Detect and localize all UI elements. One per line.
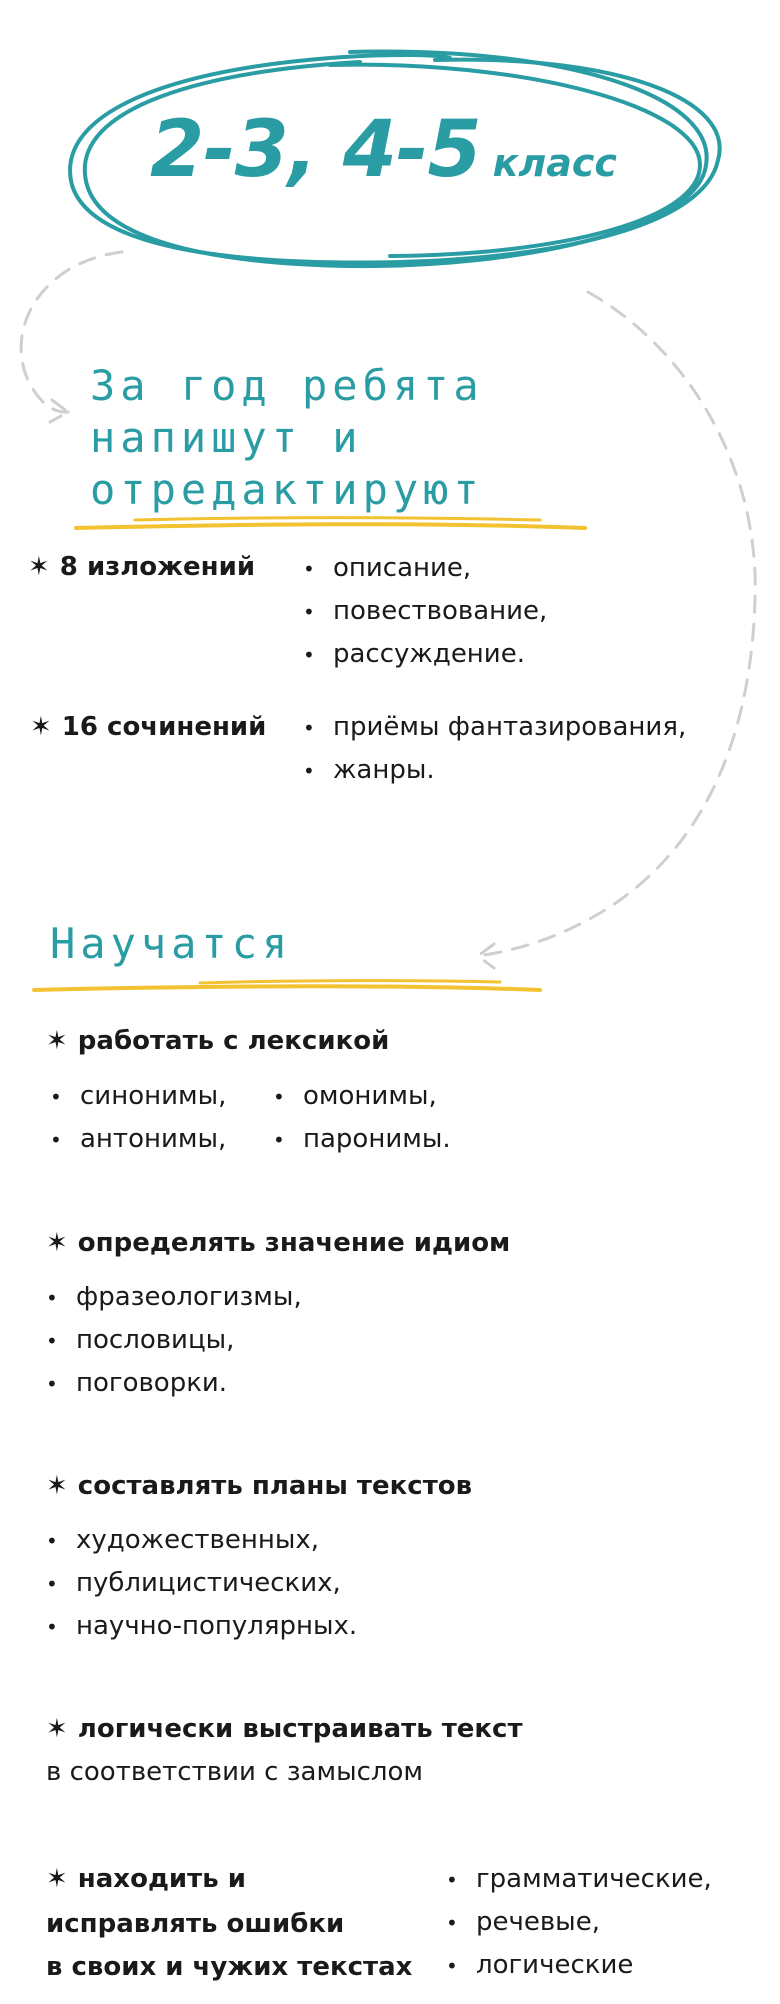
- sochineniya-list: [303, 706, 686, 792]
- dot-bullet-icon: •: [446, 1954, 458, 1978]
- skill-lexicon-label: ✶ работать с лексикой: [46, 1026, 390, 1056]
- list-item: • паронимы.: [273, 1118, 451, 1161]
- group-label-sochineniya: ✶ 16 сочинений: [30, 712, 267, 742]
- dot-bullet-icon: •: [303, 643, 315, 667]
- dot-bullet-icon: •: [46, 1286, 58, 1310]
- group-label-izlozheniya: ✶ 8 изложений: [28, 552, 256, 582]
- izlozheniya-list: [303, 547, 547, 676]
- skill-errors-label: ✶ находить и исправлять ошибки в своих и чужих текстах: [46, 1864, 413, 1982]
- lexicon-col2: [273, 1075, 451, 1161]
- list-item: • приёмы фантазирования,: [303, 706, 686, 749]
- skill-logic-label: ✶ логически выстраивать текст: [46, 1714, 523, 1744]
- list-item: • публицистических,: [46, 1562, 357, 1605]
- list-item: • жанры.: [303, 749, 686, 792]
- idioms-list: [46, 1276, 302, 1405]
- star-bullet-icon: ✶: [30, 712, 52, 742]
- dot-bullet-icon: •: [303, 716, 315, 740]
- list-item: • научно-популярных.: [46, 1605, 357, 1648]
- dot-bullet-icon: •: [50, 1128, 62, 1152]
- list-item: • рассуждение.: [303, 633, 547, 676]
- section1-title-line: напишут и: [90, 413, 363, 462]
- dot-bullet-icon: •: [446, 1868, 458, 1892]
- list-item: • фразеологизмы,: [46, 1276, 302, 1319]
- dot-bullet-icon: •: [46, 1529, 58, 1553]
- list-item: • омонимы,: [273, 1075, 451, 1118]
- class-word: класс: [492, 141, 617, 185]
- dot-bullet-icon: •: [46, 1572, 58, 1596]
- list-item: • повествование,: [303, 590, 547, 633]
- dot-bullet-icon: •: [273, 1085, 285, 1109]
- list-item: • грамматические,: [446, 1858, 712, 1901]
- section1-title: [90, 360, 484, 516]
- grades-text: 2-3, 4-5: [150, 105, 481, 195]
- plans-list: [46, 1519, 357, 1648]
- lexicon-col1: [50, 1075, 226, 1161]
- errors-list: [446, 1858, 712, 1987]
- star-bullet-icon: ✶: [46, 1026, 68, 1056]
- section2-title: Научатся: [50, 919, 293, 968]
- star-bullet-icon: ✶: [46, 1864, 68, 1894]
- star-bullet-icon: ✶: [46, 1471, 68, 1501]
- star-bullet-icon: ✶: [28, 552, 50, 582]
- list-item: • логические: [446, 1944, 712, 1987]
- list-item: • синонимы,: [50, 1075, 226, 1118]
- grade-title: [150, 105, 617, 195]
- dot-bullet-icon: •: [303, 557, 315, 581]
- dot-bullet-icon: •: [46, 1615, 58, 1639]
- list-item: • описание,: [303, 547, 547, 590]
- dot-bullet-icon: •: [303, 759, 315, 783]
- dot-bullet-icon: •: [46, 1372, 58, 1396]
- dot-bullet-icon: •: [303, 600, 315, 624]
- skill-logic-sub: в соответствии с замыслом: [46, 1757, 424, 1787]
- list-item: • художественных,: [46, 1519, 357, 1562]
- star-bullet-icon: ✶: [46, 1228, 68, 1258]
- list-item: • поговорки.: [46, 1362, 302, 1405]
- section1-title-line: отредактируют: [90, 465, 484, 514]
- dot-bullet-icon: •: [446, 1911, 458, 1935]
- list-item: • антонимы,: [50, 1118, 226, 1161]
- list-item: • речевые,: [446, 1901, 712, 1944]
- star-bullet-icon: ✶: [46, 1714, 68, 1744]
- skill-plans-label: ✶ составлять планы текстов: [46, 1471, 473, 1501]
- dot-bullet-icon: •: [273, 1128, 285, 1152]
- dot-bullet-icon: •: [46, 1329, 58, 1353]
- dot-bullet-icon: •: [50, 1085, 62, 1109]
- section1-title-line: За год ребята: [90, 361, 484, 410]
- skill-idioms-label: ✶ определять значение идиом: [46, 1228, 511, 1258]
- list-item: • пословицы,: [46, 1319, 302, 1362]
